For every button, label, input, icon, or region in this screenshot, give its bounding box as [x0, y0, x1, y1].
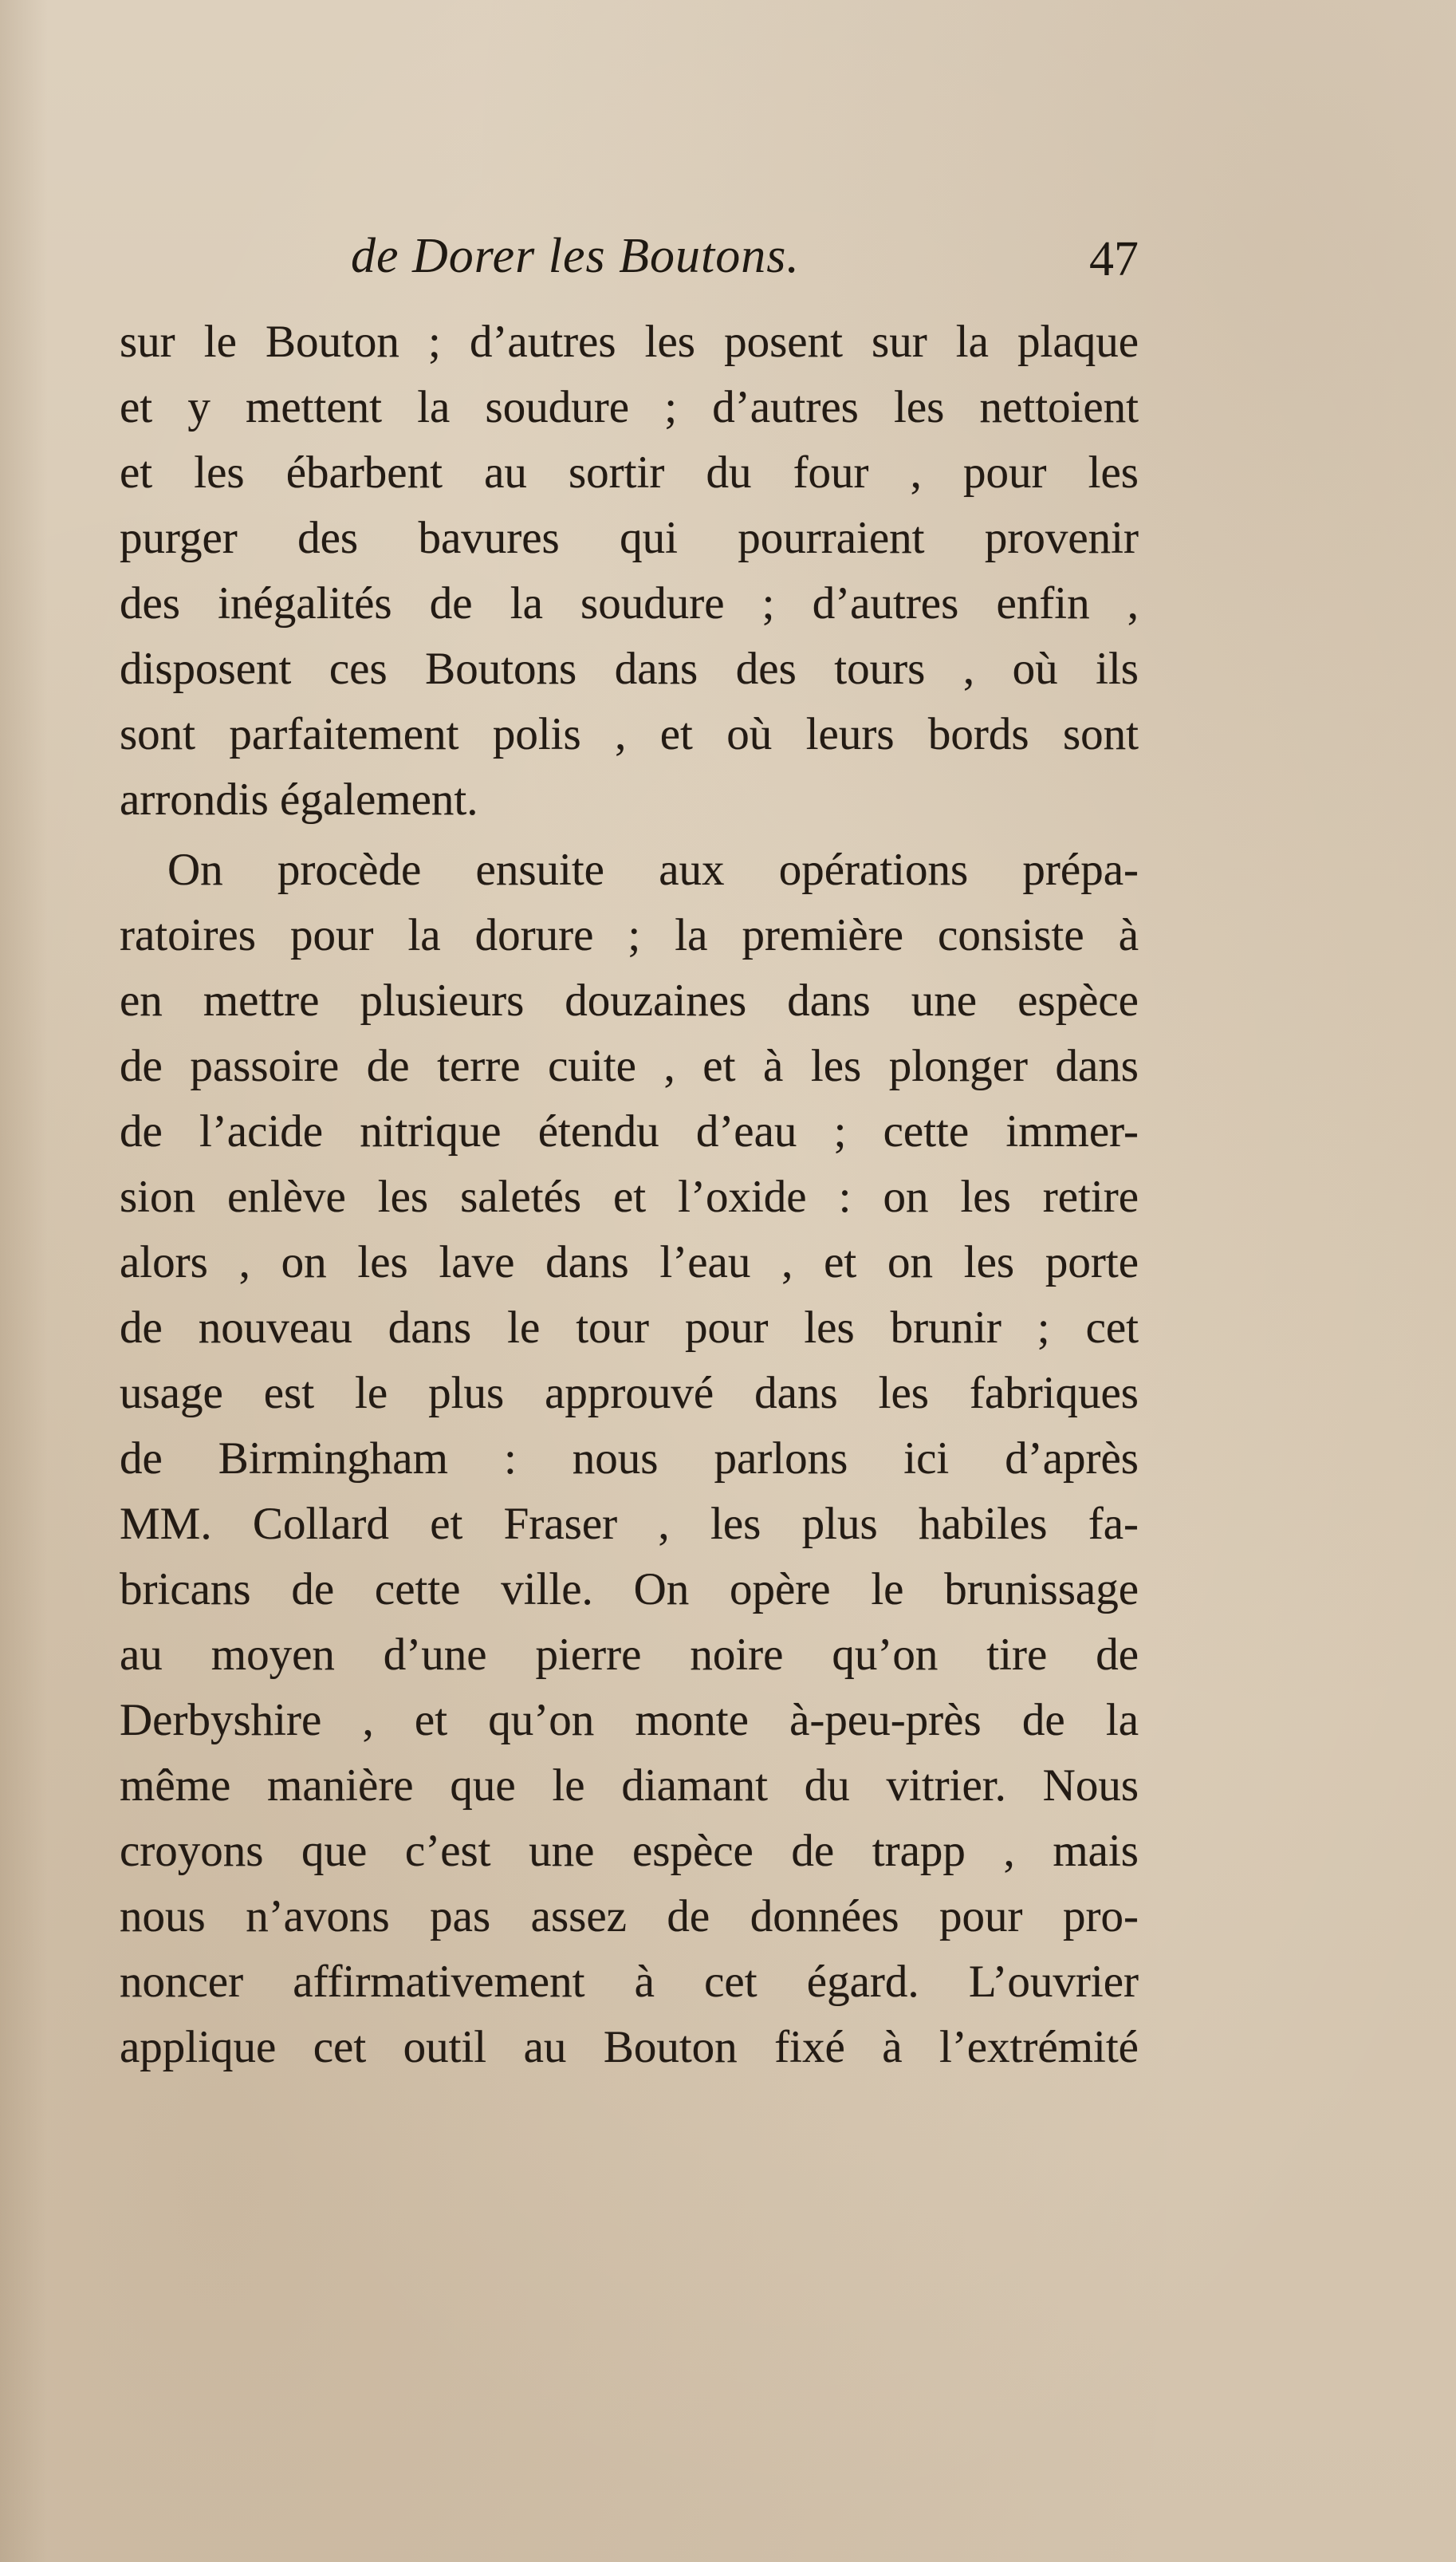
text-line: ratoires pour la dorure ; la première consiste à: [120, 910, 1139, 960]
text-line: de Birmingham : nous parlons ici d’après: [120, 1433, 1139, 1484]
text-line: usage est le plus approuvé dans les fabriques: [120, 1368, 1139, 1418]
text-line: et y mettent la soudure ; d’autres les nettoient: [120, 382, 1139, 432]
text-line: arrondis également.: [120, 775, 478, 825]
text-line: disposent ces Boutons dans des tours , où ils: [120, 644, 1139, 694]
text-line: bricans de cette ville. On opère le brunissage: [120, 1564, 1139, 1614]
text-line: applique cet outil au Bouton fixé à l’extrémité: [120, 2022, 1139, 2072]
text-line: purger des bavures qui pourraient provenir: [120, 513, 1139, 563]
text-line: nous n’avons pas assez de données pour pro-: [120, 1891, 1139, 1941]
paragraph-1: [120, 309, 1139, 833]
page-number: 47: [1089, 232, 1139, 286]
text-line: On procède ensuite aux opérations prépa-: [167, 845, 1139, 895]
text-line: de passoire de terre cuite , et à les plonger dans: [120, 1041, 1139, 1091]
text-line: alors , on les lave dans l’eau , et on les porte: [120, 1237, 1139, 1287]
text-line: sion enlève les saletés et l’oxide : on les retire: [120, 1172, 1139, 1222]
text-line: sont parfaitement polis , et où leurs bords sont: [120, 709, 1139, 759]
text-line: des inégalités de la soudure ; d’autres enfin ,: [120, 578, 1139, 629]
running-head: de Dorer les Boutons.: [351, 229, 800, 283]
text-line: et les ébarbent au sortir du four , pour les: [120, 447, 1139, 498]
text-line: sur le Bouton ; d’autres les posent sur la plaque: [120, 317, 1139, 367]
text-line: noncer affirmativement à cet égard. L’ouvrier: [120, 1957, 1139, 2007]
page-edge-shadow: [0, 0, 48, 2562]
text-line: au moyen d’une pierre noire qu’on tire de: [120, 1630, 1139, 1680]
text-line: en mettre plusieurs douzaines dans une espèce: [120, 976, 1139, 1026]
text-line: de l’acide nitrique étendu d’eau ; cette immer-: [120, 1106, 1139, 1157]
text-line: Derbyshire , et qu’on monte à-peu-près de la: [120, 1695, 1139, 1745]
text-line: même manière que le diamant du vitrier. Nous: [120, 1760, 1139, 1811]
text-line: MM. Collard et Fraser , les plus habiles fa-: [120, 1499, 1139, 1549]
paragraph-2: [120, 838, 1139, 2080]
text-line: croyons que c’est une espèce de trapp , mais: [120, 1826, 1139, 1876]
body-text: [120, 309, 1139, 2080]
text-line: de nouveau dans le tour pour les brunir ; cet: [120, 1303, 1139, 1353]
page-header: [120, 228, 1139, 300]
